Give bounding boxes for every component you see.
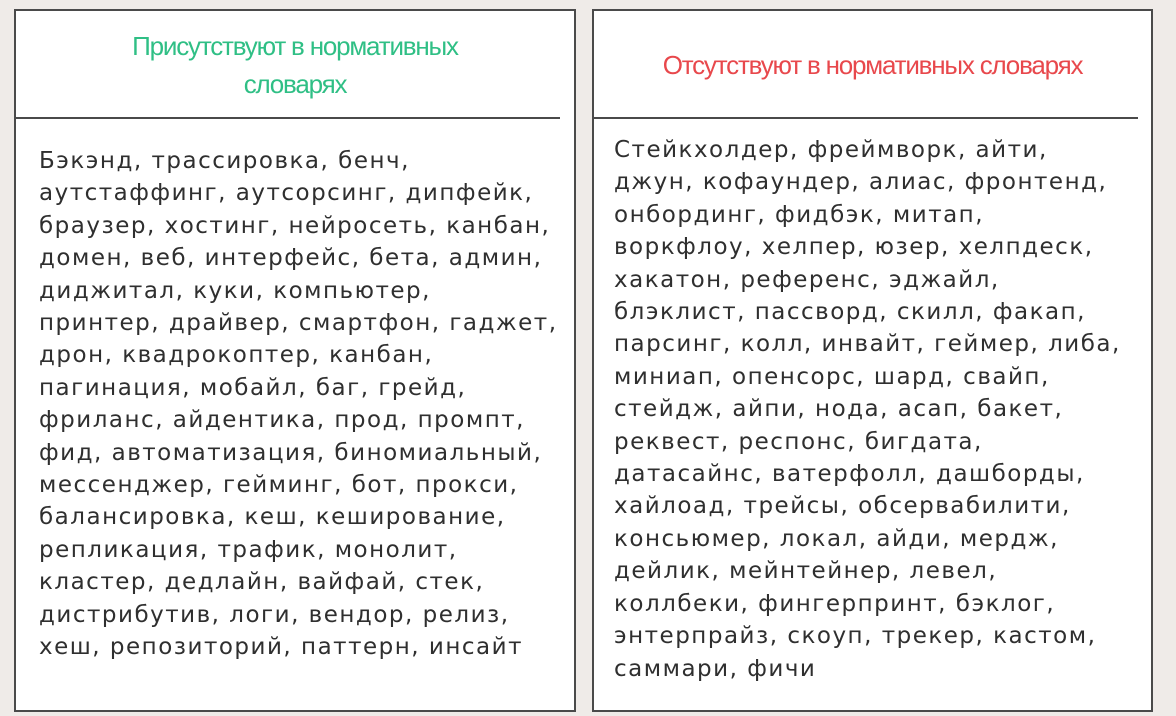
absent-panel-title: Отсутствуют в нормативных словарях xyxy=(662,49,1083,80)
absent-panel-header xyxy=(594,11,1151,118)
absent-panel xyxy=(592,9,1153,712)
absent-word-list: Стейкхолдер, фреймворк, айти, джун, кофаундер, алиас, фронтенд, онбординг, фидбэк, митап, воркфлоу, хелпер, юзер, хелпдеск, хакатон, референс, эджайл, блэклист, пассворд, скилл, факап, парсинг, колл, инвайт, геймер, либа, миниап, опенсорс, шард, свайп, стейдж, айпи, нода, асап, бакет, реквест, респонс, бигдата, датасайнс, ватерфолл, дашборды, хайлоад, трейсы, обсервабилити, консьюмер, локал, айди, мердж, дейлик, мейнтейнер, левел, коллбеки, фингерпринт, бэклог, энтерпрайз, скоуп, трекер, кастом, саммари, фичи xyxy=(614,137,1121,682)
present-panel-header xyxy=(16,11,574,118)
present-word-list: Бэкэнд, трассировка, бенч, аутстаффинг, аутсорсинг, дипфейк, браузер, хостинг, нейросеть, канбан, домен, веб, интерфейс, бета, админ, диджитал, куки, компьютер, принтер, драйвер, смартфон, гаджет, дрон, квадрокоптер, канбан, пагинация, мобайл, баг, грейд, фриланс, айдентика, прод, промпт, фид, автоматизация, биномиальный, мессенджер, гейминг, бот, прокси, балансировка, кеш, кеширование, репликация, трафик, монолит, кластер, дедлайн, вайфай, стек, дистрибутив, логи, вендор, релиз, хеш, репозиторий, паттерн, инсайт xyxy=(39,148,558,661)
present-panel xyxy=(14,9,576,712)
present-panel-title: Присутствуют в нормативных словарях xyxy=(132,30,458,99)
absent-panel-divider xyxy=(594,117,1138,119)
present-panel-divider xyxy=(16,117,560,119)
